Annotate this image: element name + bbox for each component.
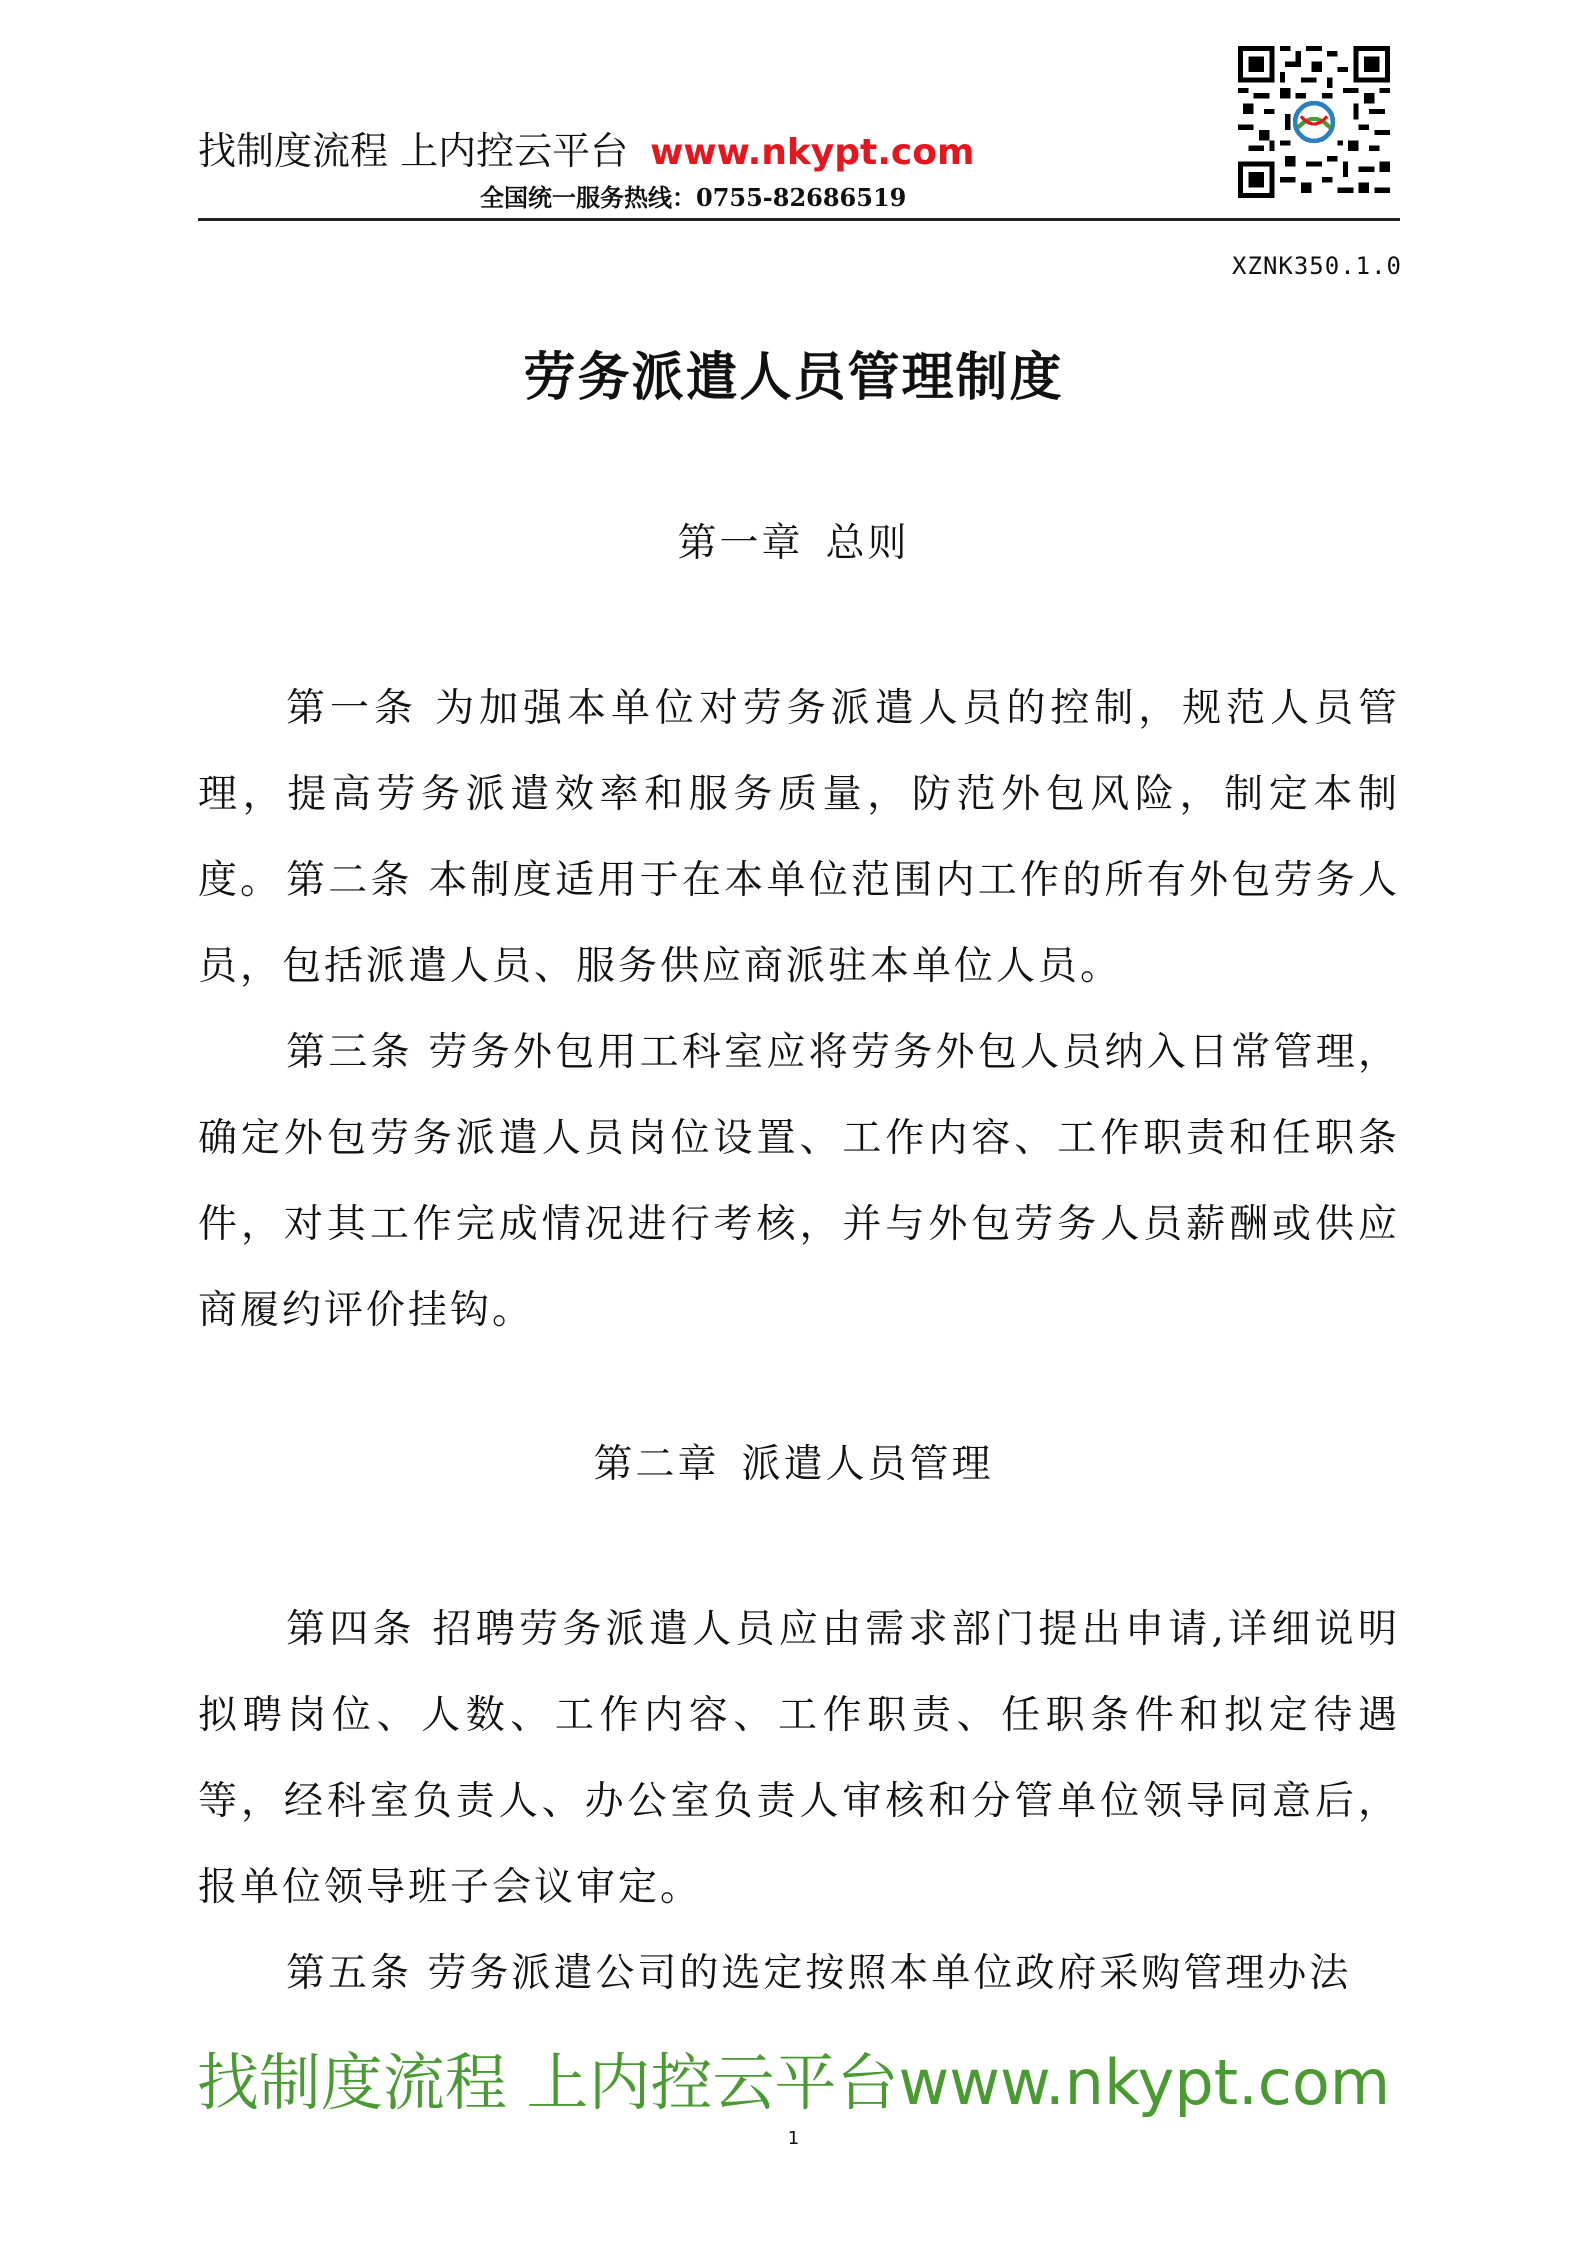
article-paragraph: 第四条 招聘劳务派遣人员应由需求部门提出申请,详细说明拟聘岗位、人数、工作内容、工作职责、任职条件和拟定待遇等，经科室负责人、办公室负责人审核和分管单位领导同意后，报单位领导班子会议审定。 [198, 1607, 1400, 1910]
page-header [198, 40, 1398, 220]
header-brand-url[interactable]: www.nkypt.com [650, 132, 975, 173]
header-divider [198, 218, 1400, 221]
article-paragraph: 第二条 本制度适用于在本单位范围内工作的所有外包劳务人员，包括派遣人员、服务供应商派驻本单位人员。 [198, 858, 1400, 989]
chapter-heading [0, 512, 1587, 568]
header-brand-text: 找制度流程 上内控云平台 [198, 129, 629, 173]
article-paragraph: 第一条 为加强本单位对劳务派遣人员的控制，规范人员管理，提高劳务派遣效率和服务质量，防范外包风险，制定本制度。 [198, 686, 1400, 903]
chapter-label: 第二章 [593, 1442, 720, 1487]
chapter-name: 派遣人员管理 [741, 1442, 994, 1487]
article-paragraph: 第三条 劳务外包用工科室应将劳务外包人员纳入日常管理，确定外包劳务派遣人员岗位设置、工作内容、工作职责和任职条件，对其工作完成情况进行考核，并与外包劳务人员薪酬或供应商履约评价挂钩。 [198, 1030, 1400, 1333]
chapter-heading [0, 1433, 1587, 1489]
document-title: 劳务派遣人员管理制度 [523, 348, 1064, 408]
qr-code-icon [1238, 46, 1390, 198]
document-number: XZNK350.1.0 [1232, 252, 1402, 280]
footer-brand[interactable]: 找制度流程 上内控云平台www.nkypt.com [196, 2046, 1391, 2119]
chapter-name: 总则 [825, 521, 910, 566]
article-paragraph: 第五条 劳务派遣公司的选定按照本单位政府采购管理办法 [286, 1951, 1352, 1996]
header-brand [198, 120, 975, 175]
chapter-label: 第一章 [677, 521, 804, 566]
header-hotline: 全国统一服务热线：0755-82686519 [480, 183, 907, 212]
page-number: 1 [787, 2128, 800, 2149]
